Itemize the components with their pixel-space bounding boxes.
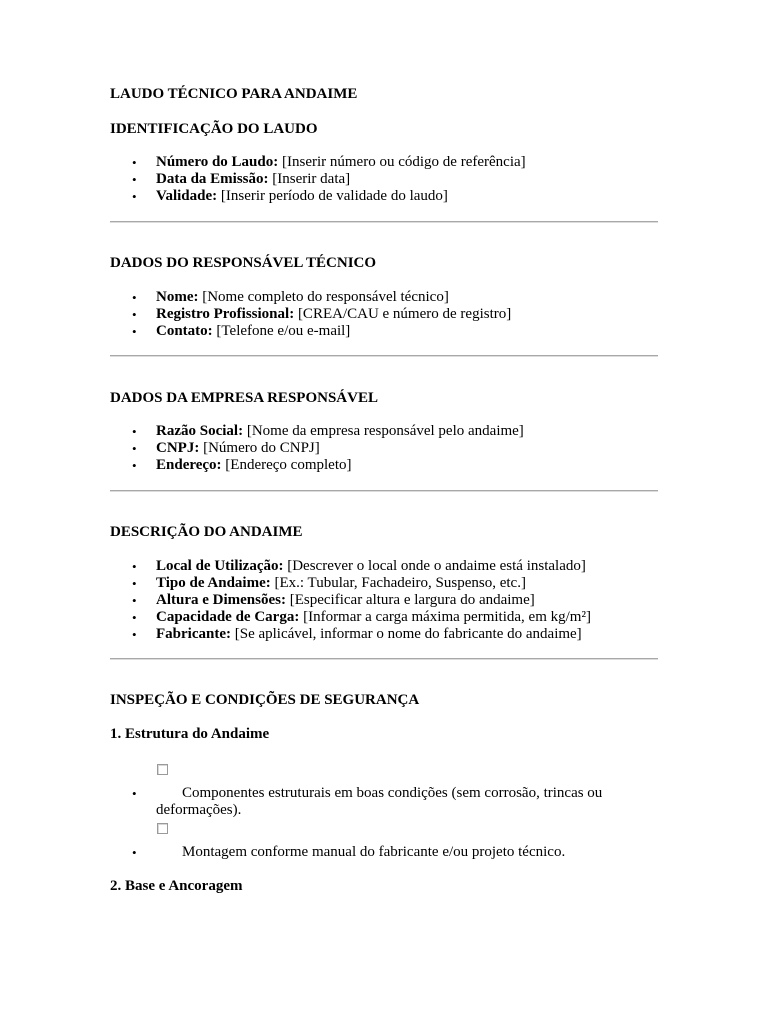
field-value: [Nome da empresa responsável pelo andaime] — [243, 423, 524, 439]
empresa-list — [110, 423, 670, 474]
checkbox-icon[interactable] — [157, 823, 168, 834]
field-label: Tipo de Andaime: — [156, 575, 271, 591]
bullet: • — [132, 155, 137, 170]
bullet: • — [132, 593, 137, 608]
list-item — [110, 323, 670, 340]
list-item — [110, 423, 670, 440]
list-item — [110, 188, 670, 205]
section-heading-descricao: DESCRIÇÃO DO ANDAIME — [110, 524, 303, 540]
bullet: • — [132, 290, 137, 305]
list-item — [110, 289, 670, 306]
field-label: Razão Social: — [156, 423, 244, 439]
bullet: • — [132, 307, 137, 322]
list-item — [110, 457, 670, 474]
bullet: • — [132, 172, 137, 187]
field-value: [Ex.: Tubular, Fachadeiro, Suspenso, etc.] — [270, 575, 526, 591]
bullet: • — [132, 576, 137, 591]
checklist-item-text: Montagem conforme manual do fabricante e/ou projeto técnico. — [182, 844, 566, 860]
field-label: CNPJ: — [156, 440, 200, 456]
bullet: • — [132, 424, 137, 439]
bullet: • — [132, 458, 137, 473]
field-label: Registro Profissional: — [156, 306, 295, 322]
subsection-heading-estrutura: 1. Estrutura do Andaime — [110, 726, 270, 742]
list-item — [110, 575, 670, 592]
list-item — [110, 592, 670, 609]
bullet: • — [132, 610, 137, 625]
field-value: [Número do CNPJ] — [199, 440, 320, 456]
list-item — [110, 626, 670, 643]
checkbox-icon[interactable] — [157, 764, 168, 775]
horizontal-rule — [110, 658, 658, 660]
list-item — [110, 609, 670, 626]
horizontal-rule — [110, 490, 658, 492]
bullet: • — [132, 324, 137, 339]
field-value: [Informar a carga máxima permitida, em kg/m²] — [299, 609, 591, 625]
descricao-list — [110, 558, 670, 643]
field-label: Validade: — [156, 188, 218, 204]
field-value: [Se aplicável, informar o nome do fabricante do andaime] — [230, 626, 582, 642]
section-heading-identificacao: IDENTIFICAÇÃO DO LAUDO — [110, 121, 318, 137]
list-item — [110, 154, 670, 171]
field-value: [Inserir período de validade do laudo] — [217, 188, 448, 204]
list-item — [110, 558, 670, 575]
field-value: [Endereço completo] — [221, 457, 352, 473]
field-value: [Nome completo do responsável técnico] — [198, 289, 449, 305]
field-label: Nome: — [156, 289, 199, 305]
field-label: Local de Utilização: — [156, 558, 284, 574]
field-label: Contato: — [156, 323, 213, 339]
section-heading-empresa: DADOS DA EMPRESA RESPONSÁVEL — [110, 390, 378, 406]
field-value: [CREA/CAU e número de registro] — [294, 306, 512, 322]
field-label: Data da Emissão: — [156, 171, 269, 187]
field-label: Capacidade de Carga: — [156, 609, 300, 625]
bullet: • — [132, 845, 137, 860]
section-heading-inspecao: INSPEÇÃO E CONDIÇÕES DE SEGURANÇA — [110, 692, 420, 708]
bullet: • — [132, 441, 137, 456]
field-value: [Inserir número ou código de referência] — [278, 154, 526, 170]
field-label: Altura e Dimensões: — [156, 592, 286, 608]
field-label: Fabricante: — [156, 626, 231, 642]
field-label: Número do Laudo: — [156, 154, 279, 170]
list-item — [110, 306, 670, 323]
bullet: • — [132, 189, 137, 204]
responsavel-list — [110, 289, 670, 340]
checklist-item-text: Componentes estruturais em boas condições (sem corrosão, trincas ou deformações). — [156, 785, 603, 818]
bullet: • — [132, 786, 137, 801]
horizontal-rule — [110, 221, 658, 223]
field-value: [Especificar altura e largura do andaime] — [285, 592, 535, 608]
horizontal-rule — [110, 355, 658, 357]
section-heading-responsavel: DADOS DO RESPONSÁVEL TÉCNICO — [110, 255, 377, 271]
list-item — [110, 440, 670, 457]
field-value: [Descrever o local onde o andaime está instalado] — [283, 558, 586, 574]
field-value: [Inserir data] — [268, 171, 351, 187]
document-title: LAUDO TÉCNICO PARA ANDAIME — [110, 86, 358, 102]
bullet: • — [132, 627, 137, 642]
field-value: [Telefone e/ou e-mail] — [212, 323, 351, 339]
identificacao-list — [110, 154, 670, 205]
list-item — [110, 171, 670, 188]
subsection-heading-base-ancoragem: 2. Base e Ancoragem — [110, 878, 243, 894]
bullet: • — [132, 559, 137, 574]
field-label: Endereço: — [156, 457, 222, 473]
